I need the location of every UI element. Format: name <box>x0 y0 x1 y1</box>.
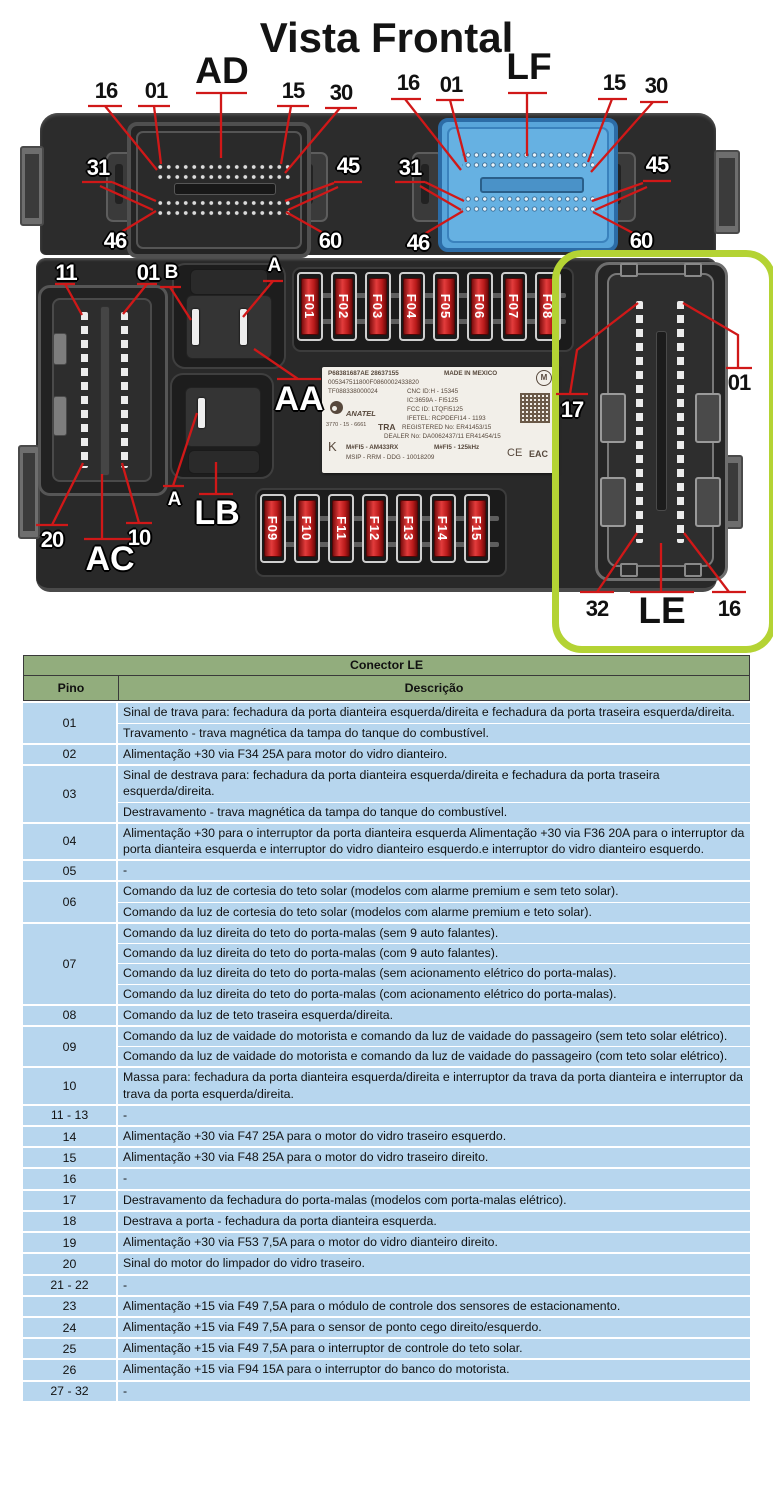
description-cell <box>118 861 750 880</box>
callout-le-pin-32: 32 <box>585 596 609 621</box>
connector-ad <box>127 122 311 258</box>
connector-le-notch-bl <box>620 563 638 577</box>
description-text: - <box>123 1171 128 1186</box>
ce-mark-icon: CE <box>507 447 523 459</box>
fuse-body <box>471 278 489 335</box>
description-cell <box>118 1169 750 1188</box>
pin-cell: 01 <box>23 703 118 742</box>
pin-cell: 27 - 32 <box>23 1382 118 1401</box>
description-text: Sinal de destrava para: fechadura da porta dianteira esquerda/direita e fechadura da porta traseira esquerda/direita. <box>123 768 660 799</box>
fuse-row-bottom <box>260 494 490 563</box>
pin-cell: 18 <box>23 1212 118 1231</box>
fuse <box>535 272 561 341</box>
fuse-body <box>301 278 319 335</box>
eac-mark-icon: EAC <box>529 449 549 459</box>
callout-lf-pin-45: 45 <box>645 152 669 177</box>
description-cell <box>118 1106 750 1125</box>
callout-le-pin-17: 17 <box>560 397 584 422</box>
description-cell <box>118 1339 750 1358</box>
fuse <box>467 272 493 341</box>
table-title: Conector LE <box>23 655 750 676</box>
pin-cell: 23 <box>23 1297 118 1316</box>
callout-lf-pin-01: 01 <box>439 72 463 97</box>
relay-socket-lb <box>170 373 274 479</box>
table-row <box>23 1316 750 1337</box>
table-row <box>23 1358 750 1379</box>
table-header-row <box>23 676 750 701</box>
connector-ad-key-slot <box>174 183 276 195</box>
pin-cell: 24 <box>23 1318 118 1337</box>
description-text: Travamento - trava magnética da tampa do tanque do combustível. <box>118 723 750 743</box>
description-text: - <box>123 1383 128 1398</box>
description-text: Alimentação +30 via F53 7,5A para o motor do vidro dianteiro direito. <box>123 1235 498 1250</box>
description-text: Sinal do motor do limpador do vidro traseiro. <box>123 1256 365 1271</box>
fuse-body <box>366 500 384 557</box>
connector-le-bump-right-1 <box>695 393 721 443</box>
sticker-msip: MSIP - RRM - DDG - 10018209 <box>346 454 435 461</box>
table-row <box>23 1066 750 1103</box>
table-row <box>23 922 750 1004</box>
fuse-label: F02 <box>336 293 352 320</box>
fuse-label: F12 <box>367 515 383 542</box>
fuse-label: F13 <box>401 515 417 542</box>
description-cell <box>118 1297 750 1316</box>
pin-cell: 03 <box>23 766 118 822</box>
description-text: Alimentação +15 via F94 15A para o interruptor do banco do motorista. <box>123 1362 510 1377</box>
fuse-label: F08 <box>540 293 556 320</box>
relay-socket-aa-slot-b <box>192 309 199 345</box>
description-text: Comando da luz direita do teto do porta-malas (com 9 auto falantes). <box>118 943 750 963</box>
description-text: Sinal de trava para: fechadura da porta dianteira esquerda/direita e fechadura da porta traseira esquerda/direita. <box>123 705 735 720</box>
sticker-made-in: MADE IN MEXICO <box>444 370 498 377</box>
callout-le-pin-16: 16 <box>717 596 741 621</box>
description-cell <box>118 1027 750 1066</box>
sticker-ifetel: IFETEL: RCPDEFI14 - 1193 <box>407 415 486 422</box>
description-text: Comando da luz direita do teto do porta-malas (sem acionamento elétrico do porta-malas). <box>118 963 750 983</box>
connector-le-bump-right-2 <box>695 477 721 527</box>
pin-table-body <box>23 701 750 1400</box>
sticker-registered: REGISTERED No: ER41453/15 <box>402 424 492 431</box>
fuse-body <box>434 500 452 557</box>
pin-cell: 14 <box>23 1127 118 1146</box>
pin-cell: 15 <box>23 1148 118 1167</box>
page-title: Vista Frontal <box>259 14 514 61</box>
description-text: Alimentação +30 via F48 25A para o motor do vidro traseiro direito. <box>123 1150 489 1165</box>
callout-ad-pin-46: 46 <box>103 228 127 253</box>
description-cell <box>118 1127 750 1146</box>
description-text: - <box>123 863 128 878</box>
description-cell <box>118 1382 750 1401</box>
relay-socket-aa-hood <box>190 269 268 295</box>
connector-ac-center-rib <box>100 306 110 476</box>
callout-relay-lb: LB <box>194 494 240 532</box>
relay-socket-lb-pad <box>185 387 261 447</box>
pin-cell: 10 <box>23 1068 118 1103</box>
table-row <box>23 1146 750 1167</box>
table-row <box>23 764 750 822</box>
sticker-cnc: CNC ID:H - 15345 <box>407 388 459 395</box>
callout-ac-pin-10: 10 <box>127 525 151 550</box>
pin-cell: 08 <box>23 1006 118 1025</box>
connector-le-center-rib <box>656 331 667 511</box>
table-row <box>23 1274 750 1295</box>
sticker-tf-code: TF088338000024 <box>328 388 378 395</box>
table-row <box>23 1210 750 1231</box>
callout-ad-pin-30: 30 <box>329 80 353 105</box>
callout-ad-pin-16: 16 <box>94 78 118 103</box>
fuse-row-top <box>297 272 561 341</box>
pin-cell: 16 <box>23 1169 118 1188</box>
description-cell <box>118 766 750 822</box>
fuse-label: F14 <box>435 515 451 542</box>
table-row <box>23 1380 750 1401</box>
description-text: Destrava a porta - fechadura da porta dianteira esquerda. <box>123 1213 437 1228</box>
description-cell <box>118 1212 750 1231</box>
description-text: Alimentação +30 via F47 25A para o motor do vidro traseiro esquerdo. <box>123 1129 507 1144</box>
fuse <box>260 494 286 563</box>
fuse <box>399 272 425 341</box>
sticker-m1: M#FI5 - AM433RX <box>346 444 399 451</box>
description-cell <box>118 882 750 921</box>
mount-tab-left-bottom <box>18 445 40 539</box>
mopar-logo-icon: M <box>536 370 552 386</box>
callout-lf-pin-16: 16 <box>396 70 420 95</box>
connector-le-notch-tl <box>620 263 638 277</box>
description-text: Alimentação +15 via F49 7,5A para o módulo de controle dos sensores de estacionamento. <box>123 1298 621 1313</box>
sticker-anatel-number: 3770 - 15 - 6661 <box>326 422 367 428</box>
callout-ac-pin-01: 01 <box>136 260 160 285</box>
description-text: Comando da luz de cortesia do teto solar (modelos com alarme premium e sem teto solar). <box>123 884 619 899</box>
description-cell <box>118 1068 750 1103</box>
callout-connector-ac: AC <box>85 540 135 578</box>
callout-ad-pin-01: 01 <box>144 78 168 103</box>
fuse <box>430 494 456 563</box>
fuse <box>328 494 354 563</box>
fuse <box>362 494 388 563</box>
pin-cell: 20 <box>23 1254 118 1273</box>
sticker-serial: 005347511800F0860002433820 <box>328 379 419 386</box>
fuse-body <box>505 278 523 335</box>
connector-ac <box>38 285 168 496</box>
description-cell <box>118 1276 750 1295</box>
callout-lf-pin-30: 30 <box>644 73 668 98</box>
table-row <box>23 1252 750 1273</box>
connector-ac-key-left-2 <box>53 396 67 436</box>
table-row <box>23 880 750 921</box>
description-text: Comando da luz de teto traseira esquerda/direita. <box>123 1007 394 1022</box>
callout-ad-pin-31: 31 <box>86 155 110 180</box>
fuse <box>501 272 527 341</box>
pin-cell: 05 <box>23 861 118 880</box>
callout-ad-pin-15: 15 <box>281 78 305 103</box>
table-row <box>23 1231 750 1252</box>
description-cell <box>118 1006 750 1025</box>
pin-cell: 21 - 22 <box>23 1276 118 1295</box>
sticker-dealer: DEALER No: DA0062437/11 ER41454/15 <box>384 433 501 440</box>
description-text: Comando da luz direita do teto do porta-malas (com acionamento elétrico do porta-malas). <box>118 984 750 1004</box>
callout-lf-pin-46: 46 <box>406 230 430 255</box>
fuse-label: F01 <box>302 293 318 320</box>
description-text: Comando da luz de cortesia do teto solar (modelos com alarme premium e teto solar). <box>118 902 750 922</box>
description-text: Comando da luz direita do teto do porta-malas (sem 9 auto falantes). <box>123 925 499 940</box>
description-cell <box>118 924 750 1004</box>
pin-cell: 17 <box>23 1191 118 1210</box>
mount-tab-right-top <box>714 150 740 234</box>
fuse <box>365 272 391 341</box>
fuse-label: F10 <box>299 515 315 542</box>
fuse-body <box>468 500 486 557</box>
connector-ad-pins-bottom <box>154 196 290 216</box>
fuse-body <box>437 278 455 335</box>
description-text: Comando da luz de vaidade do motorista e comando da luz de vaidade do passageiro (sem teto solar elétrico). <box>123 1028 728 1043</box>
description-cell <box>118 703 750 742</box>
description-text: Alimentação +15 via F49 7,5A para o interruptor de controle do teto solar. <box>123 1341 523 1356</box>
description-cell <box>118 824 750 859</box>
pin-cell: 26 <box>23 1360 118 1379</box>
callout-relay-aa: AA <box>274 380 324 418</box>
connector-le-pin-column-left <box>636 301 643 543</box>
description-text: Comando da luz de vaidade do motorista e comando da luz de vaidade do passageiro (com teto solar elétrico). <box>118 1046 750 1066</box>
table-row <box>23 1337 750 1358</box>
description-text: - <box>123 1277 128 1292</box>
callout-lf-pin-15: 15 <box>602 70 626 95</box>
connector-lf-pins-bottom <box>462 192 594 212</box>
pin-cell: 19 <box>23 1233 118 1252</box>
fuse-label: F06 <box>472 293 488 320</box>
fuse-label: F04 <box>404 293 420 320</box>
callout-connector-le: LE <box>638 590 686 631</box>
connector-ac-key-left-1 <box>53 333 67 365</box>
relay-socket-lb-hood <box>188 450 260 474</box>
description-cell <box>118 1318 750 1337</box>
description-cell <box>118 1233 750 1252</box>
sticker-part-number: P68381687AE 28637155 <box>328 370 399 377</box>
sticker-m2: M#FI5 - 125kHz <box>434 444 480 451</box>
fuse <box>396 494 422 563</box>
sticker-fcc: FCC ID: LTQFI5125 <box>407 406 463 413</box>
fuse <box>297 272 323 341</box>
pin-cell: 09 <box>23 1027 118 1066</box>
description-cell <box>118 1191 750 1210</box>
callout-le-pin-01: 01 <box>727 370 751 395</box>
description-cell <box>118 1254 750 1273</box>
relay-socket-lb-slot-a <box>198 398 205 428</box>
mount-tab-left-top <box>20 146 44 226</box>
connector-le-notch-br <box>684 563 702 577</box>
connector-lf-key-slot <box>480 177 584 193</box>
description-text: Massa para: fechadura da porta dianteira esquerda/direita e interruptor da trava da porta dianteira e interruptor da trava da porta esquerda/direita. <box>123 1070 744 1101</box>
connector-lf <box>438 118 618 252</box>
product-label-sticker <box>322 367 557 473</box>
description-text: Alimentação +30 via F34 25A para motor do vidro dianteiro. <box>123 746 448 761</box>
table-row <box>23 822 750 859</box>
fuse-label: F07 <box>506 293 522 320</box>
connector-ad-pins-top <box>154 160 290 180</box>
fuse-body <box>298 500 316 557</box>
qr-code <box>520 393 550 423</box>
fuse-body <box>264 500 282 557</box>
sticker-tra: TRA <box>378 422 396 432</box>
sticker-anatel: ANATEL <box>346 409 376 418</box>
sticker-ic: IC:3659A - FI5125 <box>407 397 459 404</box>
connector-le-table <box>23 655 750 1401</box>
fuse-label: F15 <box>469 515 485 542</box>
connector-le <box>595 262 728 581</box>
description-text: Destravamento da fechadura do porta-malas (modelos com porta-malas elétrico). <box>123 1192 567 1207</box>
fuse-label: F09 <box>265 515 281 542</box>
callout-ad-pin-60: 60 <box>318 228 342 253</box>
connector-le-notch-tr <box>684 263 702 277</box>
table-row <box>23 1189 750 1210</box>
callout-relay-slot-b: B <box>164 262 178 283</box>
table-row <box>23 1125 750 1146</box>
relay-socket-aa-slot-a <box>240 309 247 345</box>
table-row <box>23 1025 750 1066</box>
fuse <box>294 494 320 563</box>
fuse-body <box>539 278 557 335</box>
callout-lf-pin-31: 31 <box>398 155 422 180</box>
callout-relay-slot-a-top: A <box>267 255 281 276</box>
fuse <box>433 272 459 341</box>
relay-socket-aa <box>172 263 286 369</box>
table-row <box>23 1104 750 1125</box>
kc-mark-icon: K <box>328 439 337 454</box>
fuse-body <box>335 278 353 335</box>
connector-le-bump-left-1 <box>600 393 626 443</box>
table-row <box>23 743 750 764</box>
pin-cell: 02 <box>23 745 118 764</box>
fuse-label: F11 <box>333 516 349 541</box>
callout-connector-ad: AD <box>195 50 249 91</box>
fuse <box>464 494 490 563</box>
fuse-label: F03 <box>370 293 386 320</box>
connector-ac-pin-column-left <box>81 312 88 468</box>
table-row <box>23 859 750 880</box>
description-cell <box>118 1360 750 1379</box>
callout-relay-slot-a-bottom: A <box>167 489 181 510</box>
description-text: - <box>123 1107 128 1122</box>
callout-connector-lf: LF <box>506 46 552 87</box>
connector-ac-pin-column-right <box>121 312 128 468</box>
table-row <box>23 1167 750 1188</box>
column-header-descricao: Descrição <box>404 681 464 696</box>
callout-ad-pin-45: 45 <box>336 153 360 178</box>
description-cell <box>118 1148 750 1167</box>
fuse <box>331 272 357 341</box>
pin-cell: 04 <box>23 824 118 859</box>
table-row <box>23 701 750 742</box>
description-text: Destravamento - trava magnética da tampa do tanque do combustível. <box>118 802 750 822</box>
pin-cell: 07 <box>23 924 118 1004</box>
fuse-body <box>332 500 350 557</box>
column-header-pino: Pino <box>24 676 119 700</box>
fuse-body <box>400 500 418 557</box>
description-text: Alimentação +30 para o interruptor da porta dianteira esquerda Alimentação +30 via F36 20A para o interruptor da porta dianteira esquerda e interruptor do vidro dianteiro esquerdo.e interruptor do vidro dianteiro esquerdo. <box>123 825 745 856</box>
pin-cell: 25 <box>23 1339 118 1358</box>
table-row <box>23 1004 750 1025</box>
callout-ac-pin-20: 20 <box>40 527 64 552</box>
connector-le-bump-left-2 <box>600 477 626 527</box>
fuse-label: F05 <box>438 293 454 320</box>
pin-cell: 06 <box>23 882 118 921</box>
callout-ac-pin-11: 11 <box>55 260 77 285</box>
description-cell <box>118 745 750 764</box>
connector-lf-pins-top <box>462 148 594 168</box>
table-row <box>23 1295 750 1316</box>
fuse-body <box>403 278 421 335</box>
pin-cell: 11 - 13 <box>23 1106 118 1125</box>
callout-lf-pin-60: 60 <box>629 228 653 253</box>
fuse-body <box>369 278 387 335</box>
connector-le-pin-column-right <box>677 301 684 543</box>
description-text: Alimentação +15 via F49 7,5A para o sensor de ponto cego direito/esquerdo. <box>123 1320 542 1334</box>
